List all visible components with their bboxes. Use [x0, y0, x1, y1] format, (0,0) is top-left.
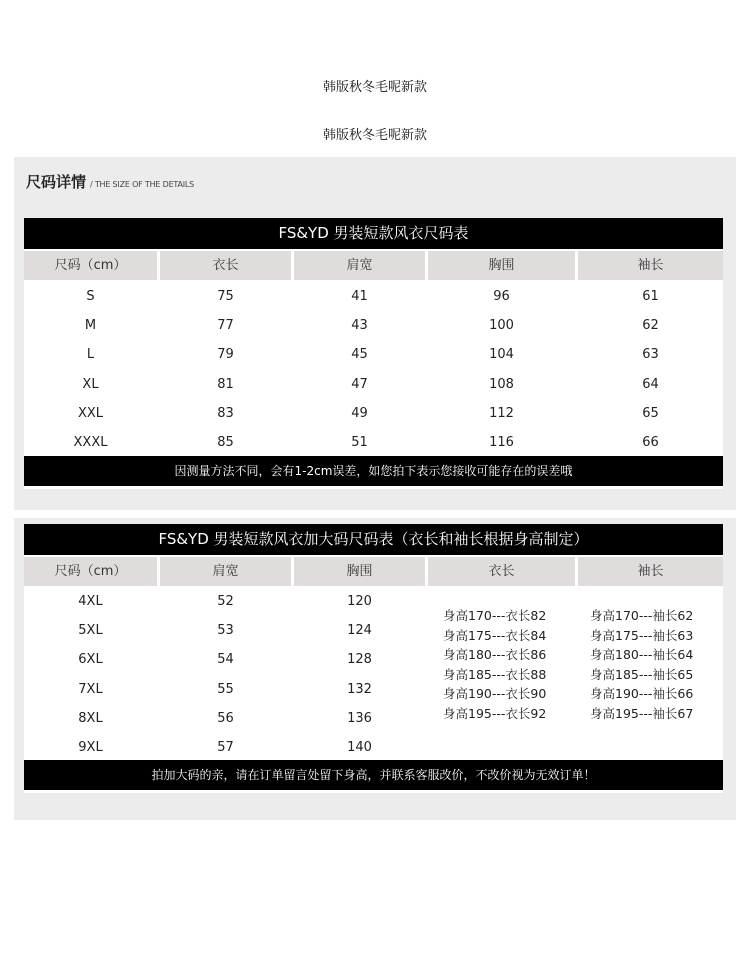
table-cell: 54	[217, 652, 234, 668]
table-cell: 64	[642, 376, 659, 392]
table-row	[24, 282, 723, 311]
sleeve-by-height-list	[590, 606, 693, 723]
table-row	[24, 428, 723, 457]
table-cell: 52	[217, 594, 234, 609]
table-cell: 96	[493, 289, 510, 304]
section-title-text: 尺码详情	[26, 173, 87, 191]
table-cell: 112	[489, 405, 514, 421]
table-cell: 83	[217, 405, 234, 421]
table-cell: 136	[347, 710, 372, 726]
table-cell: 56	[217, 710, 234, 726]
table-cell: 43	[351, 318, 368, 334]
table-cell: 57	[217, 740, 234, 755]
length-entry: 身高170---衣长82	[443, 608, 547, 623]
table-cell: 45	[351, 347, 368, 363]
table-cell: XXL	[77, 405, 104, 421]
table-cell: 6XL	[78, 652, 103, 668]
table-cell: 81	[217, 376, 234, 392]
table-cell: 53	[217, 623, 234, 639]
header-length: 衣长	[428, 557, 575, 586]
sleeve-entry: 身高170---袖长62	[590, 608, 694, 623]
table-cell: L	[86, 347, 95, 363]
table-cell: 8XL	[78, 710, 103, 726]
header-size: 尺码（cm）	[24, 251, 157, 280]
page-title: 韩版秋冬毛呢新款	[322, 80, 427, 95]
header-sleeve: 袖长	[578, 557, 723, 586]
table-cell: 61	[642, 289, 659, 304]
length-entry: 身高190---衣长90	[443, 686, 547, 701]
table-cell: 75	[217, 289, 234, 304]
table-row	[24, 399, 723, 428]
table-cell: 132	[347, 681, 372, 697]
table-cell: XXXL	[73, 435, 108, 450]
header-size: 尺码（cm）	[24, 557, 157, 586]
table-cell: 116	[489, 435, 514, 450]
table-row	[24, 340, 723, 369]
table-cell: 120	[347, 594, 372, 609]
table-cell: 65	[642, 405, 659, 421]
table-row	[24, 311, 723, 340]
table-cell: 4XL	[78, 594, 103, 609]
header-length: 衣长	[160, 251, 291, 280]
sleeve-entry: 身高195---袖长67	[590, 705, 694, 721]
table-cell: S	[86, 289, 95, 304]
table-cell: 66	[642, 435, 659, 450]
table-cell: 128	[347, 652, 372, 668]
table-cell: 77	[217, 318, 234, 334]
table-cell: 63	[642, 347, 659, 363]
section-subtitle: / THE SIZE OF THE DETAILS	[90, 180, 195, 189]
header-sleeve: 袖长	[578, 251, 723, 280]
table-cell: 140	[347, 740, 372, 755]
table-title: FS&YD 男装短款风衣加大码尺码表（衣长和袖长根据身高制定）	[24, 524, 723, 555]
sleeve-entry: 身高185---袖长65	[590, 666, 694, 682]
sleeve-entry: 身高190---袖长66	[590, 686, 694, 701]
size-table-regular	[24, 218, 723, 489]
table-cell: 62	[642, 318, 659, 334]
table-cell: 108	[489, 376, 514, 392]
sleeve-entry: 身高180---袖长64	[590, 647, 694, 662]
table-cell: 79	[217, 347, 234, 363]
table-cell: 51	[351, 435, 368, 450]
table-cell: 85	[217, 435, 234, 450]
table-cell: M	[84, 318, 97, 334]
length-entry: 身高180---衣长86	[443, 647, 547, 662]
measurement-note: 因测量方法不同，会有1-2cm误差，如您拍下表示您接收可能存在的误差哦	[24, 456, 723, 486]
length-by-height-list	[443, 606, 546, 723]
table-cell: 5XL	[78, 623, 103, 639]
size-details-panel	[14, 157, 736, 510]
length-entry: 身高175---衣长84	[443, 627, 547, 643]
header-chest: 胸围	[294, 557, 425, 586]
table-cell: 55	[217, 681, 234, 697]
table-cell: 49	[351, 405, 368, 421]
table-cell: 47	[351, 376, 368, 392]
table-cell: XL	[82, 376, 99, 392]
table-row	[24, 733, 723, 762]
size-table-plus	[24, 524, 723, 793]
table-cell: 9XL	[78, 740, 103, 755]
header-shoulder: 肩宽	[294, 251, 425, 280]
sleeve-entry: 身高175---袖长63	[590, 627, 694, 643]
table-cell: 41	[351, 289, 368, 304]
header-shoulder: 肩宽	[160, 557, 291, 586]
page-subtitle: 韩版秋冬毛呢新款	[322, 128, 427, 143]
table-row	[24, 370, 723, 399]
plus-size-note: 拍加大码的亲，请在订单留言处留下身高，并联系客服改价，不改价视为无效订单！	[24, 760, 723, 790]
length-entry: 身高185---衣长88	[443, 666, 547, 682]
table-title: FS&YD 男装短款风衣尺码表	[24, 218, 723, 249]
table-cell: 104	[489, 347, 514, 363]
table-cell: 100	[489, 318, 514, 334]
header-chest: 胸围	[428, 251, 575, 280]
section-title	[26, 171, 194, 192]
table-cell: 124	[347, 623, 372, 639]
plus-size-panel	[14, 518, 736, 820]
length-entry: 身高195---衣长92	[443, 705, 547, 721]
table-cell: 7XL	[78, 681, 103, 697]
